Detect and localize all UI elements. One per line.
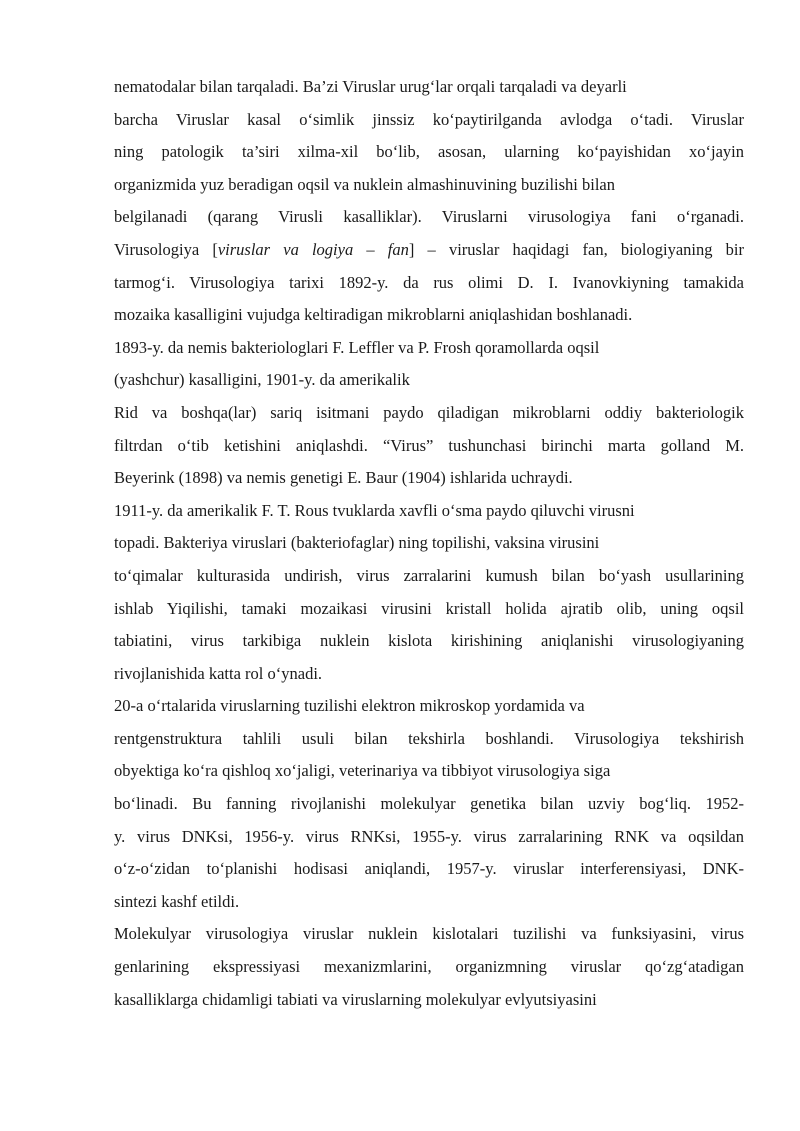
text-line: rentgenstruktura tahlili usuli bilan tekshirla boshlandi. Virusologiya tekshirish [114, 728, 744, 748]
body-text [114, 71, 744, 1016]
text-line: kasalliklarga chidamligi tabiati va viruslarning molekulyar evlyutsiyasini [114, 989, 597, 1009]
text-line: sintezi kashf etildi. [114, 891, 240, 911]
text-segment: Virusologiya [ [114, 239, 218, 259]
text-line: ning patologik ta’siri xilma-xil bo‘lib, asosan, ularning ko‘payishidan xo‘jayin [114, 142, 744, 162]
text-line: organizmida yuz beradigan oqsil va nuklein almashinuvining buzilishi bilan [114, 174, 616, 194]
text-line: 20-a o‘rtalarida viruslarning tuzilishi elektron mikroskop yordamida va [114, 696, 585, 716]
text-line: obyektiga ko‘ra qishloq xo‘jaligi, veterinariya va tibbiyot virusologiya siga [114, 761, 611, 781]
text-line: o‘z-o‘zidan to‘planishi hodisasi aniqlandi, 1957-y. viruslar interferensiyasi, DNK- [114, 859, 744, 879]
text-line: Molekulyar virusologiya viruslar nuklein kislotalari tuzilishi va funksiyasini, virus [114, 924, 744, 944]
text-segment: ] – viruslar haqidagi fan, biologiyaning bir [408, 239, 744, 259]
text-line: barcha Viruslar kasal o‘simlik jinssiz ko‘paytirilganda avlodga o‘tadi. Viruslar [114, 109, 744, 129]
text-line: bo‘linadi. Bu fanning rivojlanishi molekulyar genetika bilan uzviy bog‘liq. 1952- [114, 794, 744, 814]
text-line: genlarining ekspressiyasi mexanizmlarini, organizmning viruslar qo‘zg‘atadigan [114, 957, 744, 977]
text-line: Beyerink (1898) va nemis genetigi E. Baur (1904) ishlarida uchraydi. [114, 468, 573, 488]
text-line: y. virus DNKsi, 1956-y. virus RNKsi, 1955-y. virus zarralarining RNK va oqsildan [114, 826, 744, 846]
text-line: 1911-y. da amerikalik F. T. Rous tvuklarda xavfli o‘sma paydo qiluvchi virusni [114, 500, 635, 520]
text-line: 1893-y. da nemis bakteriologlari F. Leffler va P. Frosh qoramollarda oqsil [114, 337, 600, 357]
italic-definition: viruslar va logiya – fan [217, 239, 409, 259]
text-line: belgilanadi (qarang Virusli kasalliklar). Viruslarni virusologiya fani o‘rganadi. [114, 207, 744, 227]
text-line: mozaika kasalligini vujudga keltiradigan mikroblarni aniqlashidan boshlanadi. [114, 305, 633, 325]
text-line: topadi. Bakteriya viruslari (bakteriofaglar) ning topilishi, vaksina virusini [114, 533, 600, 553]
text-line: rivojlanishida katta rol o‘ynadi. [114, 663, 323, 683]
text-line: tabiatini, virus tarkibiga nuklein kislota kirishining aniqlanishi virusologiyaning [114, 631, 744, 651]
text-line [114, 234, 744, 267]
text-line: ishlab Yiqilishi, tamaki mozaikasi virusini kristall holida ajratib olib, uning oqsil [114, 598, 744, 618]
text-line: tarmog‘i. Virusologiya tarixi 1892-y. da rus olimi D. I. Ivanovkiyning tamakida [114, 272, 744, 292]
text-line: nematodalar bilan tarqaladi. Ba’zi Viruslar urug‘lar orqali tarqaladi va deyarli [114, 77, 627, 96]
text-line: (yashchur) kasalligini, 1901-y. da amerikalik [114, 370, 410, 390]
text-line: Rid va boshqa(lar) sariq isitmani paydo qiladigan mikroblarni oddiy bakteriologik [114, 402, 744, 422]
text-line: to‘qimalar kulturasida undirish, virus zarralarini kumush bilan bo‘yash usullarining [114, 565, 744, 585]
text-line: filtrdan o‘tib ketishini aniqlashdi. “Virus” tushunchasi birinchi marta golland M. [114, 435, 744, 455]
